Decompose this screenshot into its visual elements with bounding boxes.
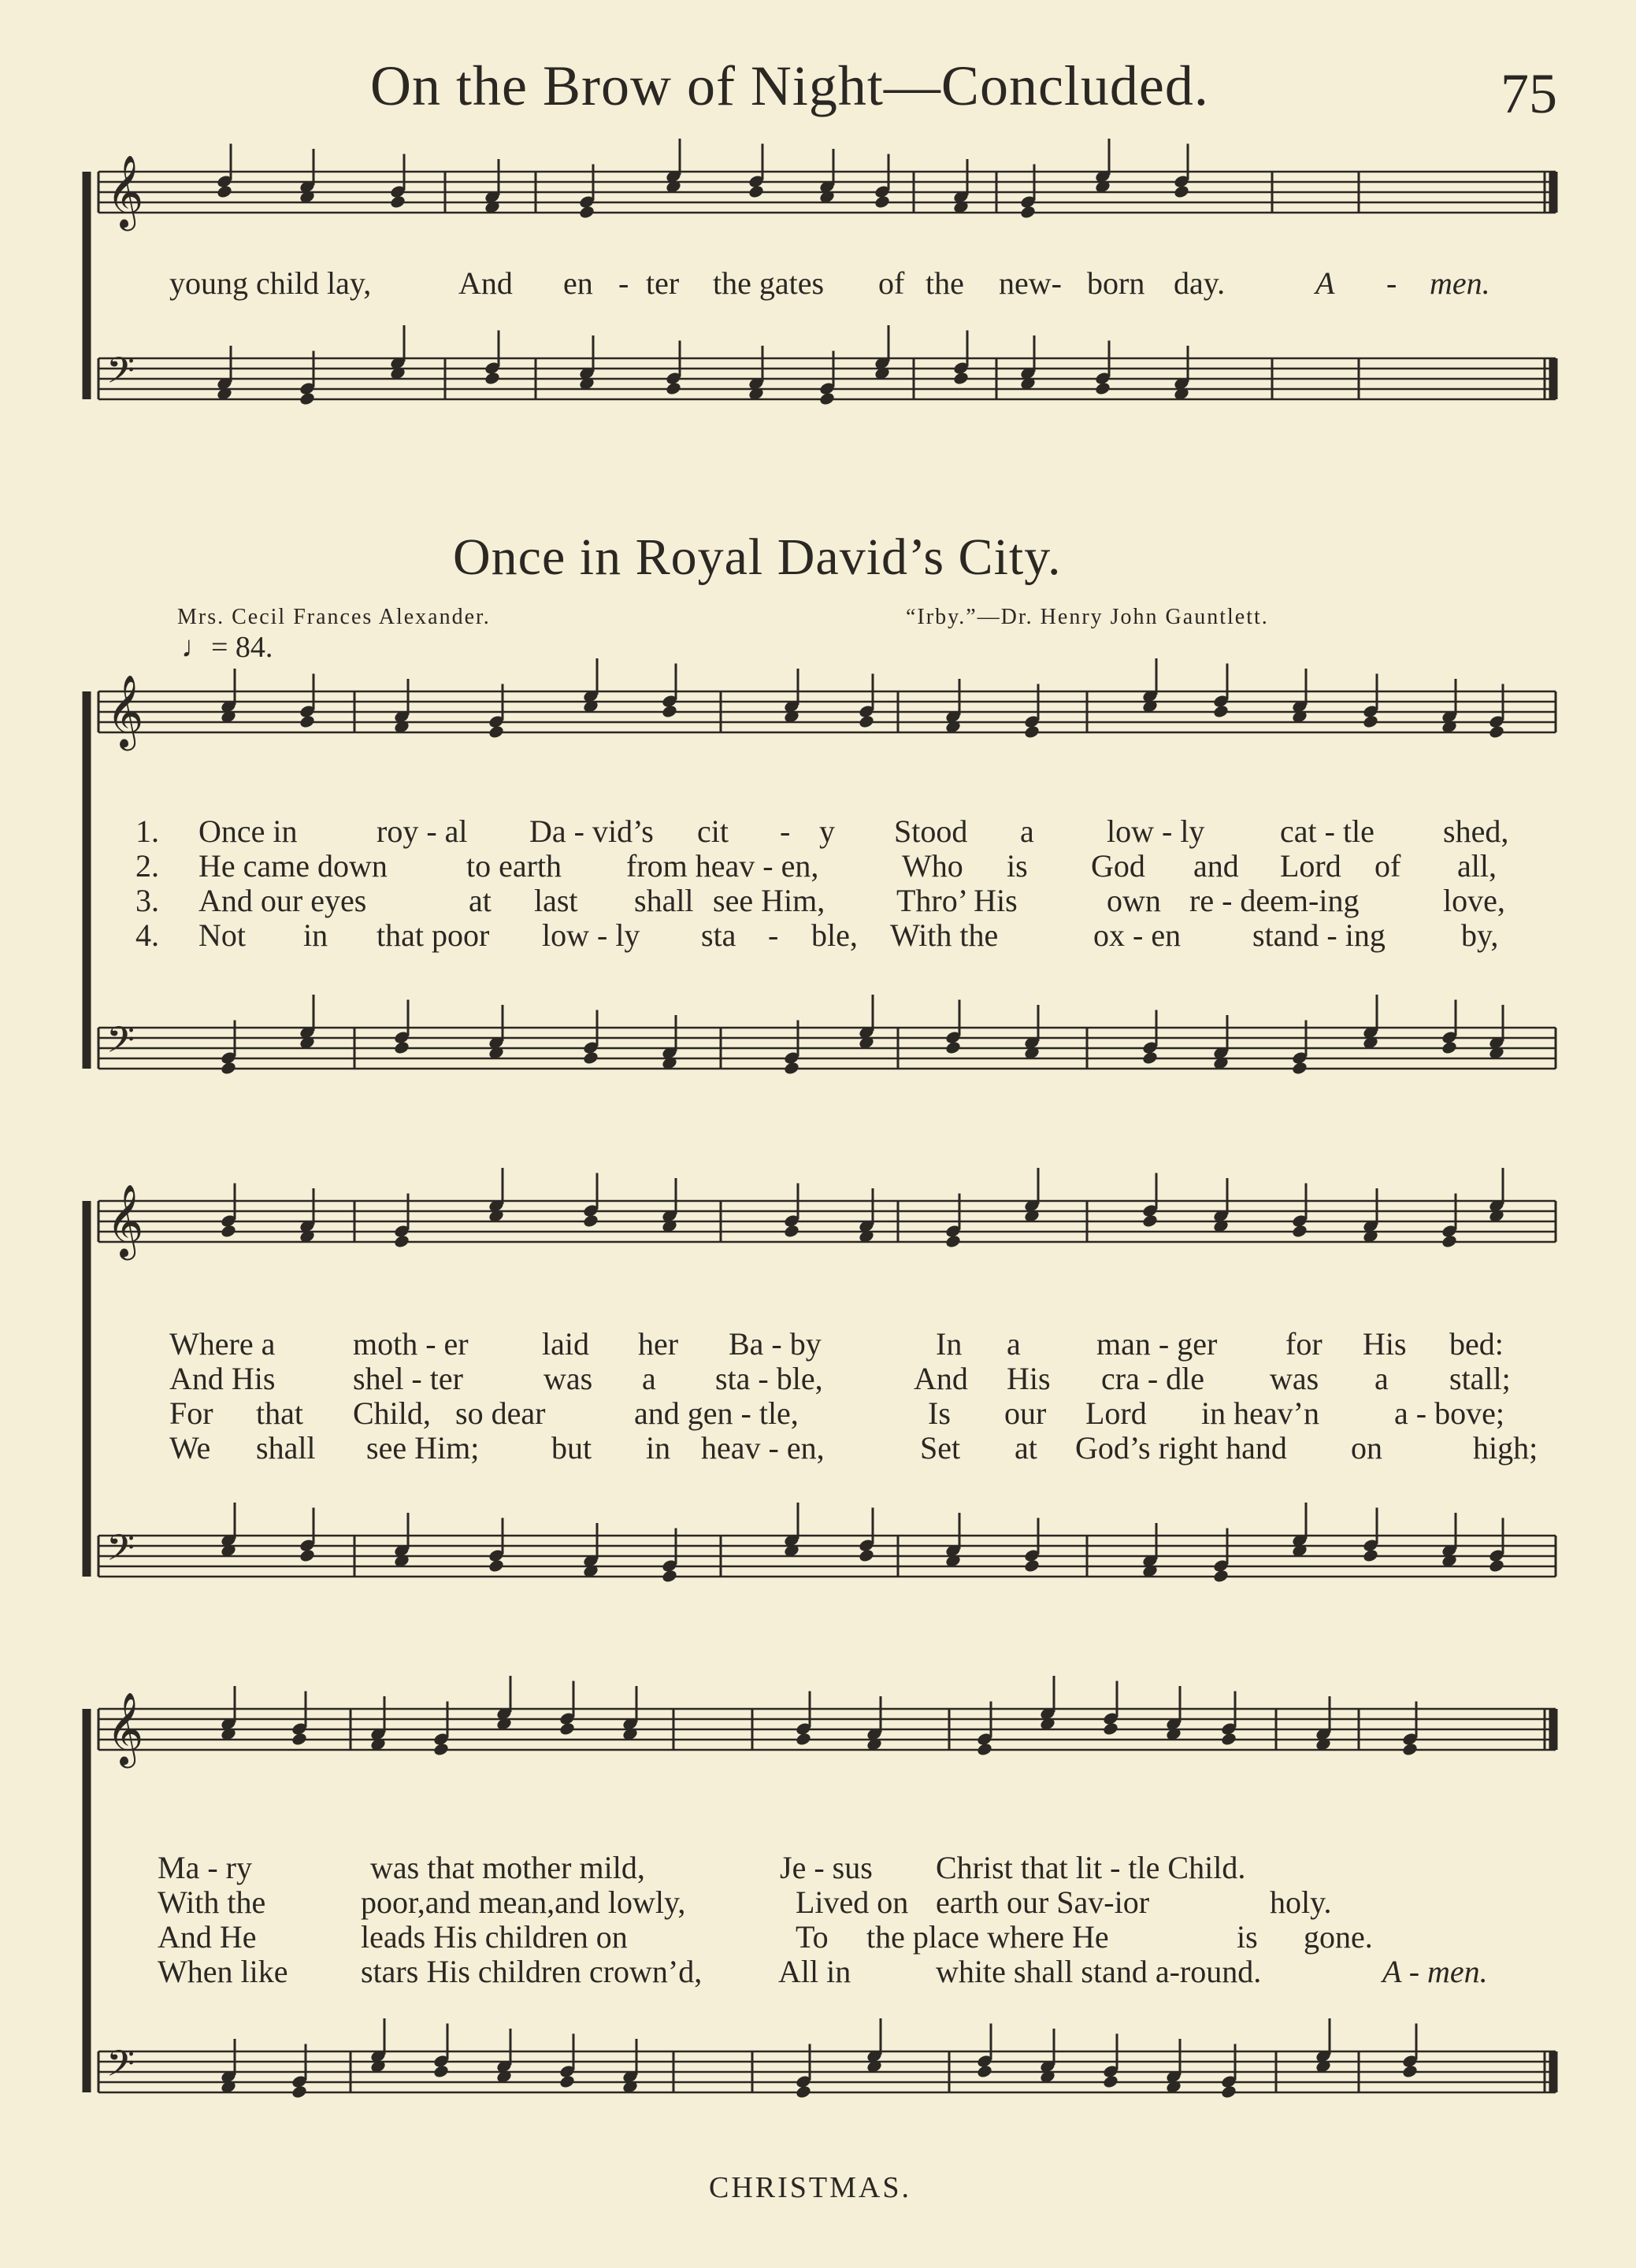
treble-clef-icon: 𝄞 bbox=[106, 1184, 144, 1257]
verse-line: And His shel - ter was a sta - ble, And His cra - dle was a stall; bbox=[169, 1361, 1511, 1396]
note-head bbox=[389, 195, 406, 209]
note-head bbox=[976, 2064, 993, 2079]
note-head bbox=[484, 371, 501, 386]
note-head bbox=[1023, 1558, 1041, 1573]
note-head bbox=[299, 391, 316, 406]
note-head bbox=[1019, 205, 1037, 220]
note-head bbox=[1401, 2064, 1419, 2079]
note-head bbox=[665, 381, 682, 396]
note-head bbox=[291, 2085, 308, 2099]
note-head bbox=[874, 195, 891, 209]
note-head bbox=[582, 1214, 599, 1228]
note-head bbox=[1401, 1742, 1419, 1757]
lyric: men. bbox=[1430, 265, 1490, 301]
verse-line: Where a moth - er laid her Ba - by In a man - ger for His bed: bbox=[169, 1326, 1504, 1362]
note-head bbox=[1212, 1569, 1230, 1584]
note-head bbox=[858, 1548, 875, 1563]
lyric: young child lay, bbox=[169, 265, 372, 301]
treble-clef-icon: 𝄞 bbox=[106, 154, 144, 228]
lyric: - bbox=[1386, 265, 1397, 301]
continued-hymn-title: On the Brow of Night—Concluded. bbox=[370, 54, 1209, 117]
author-credit: Mrs. Cecil Frances Alexander. bbox=[177, 605, 491, 629]
note-head bbox=[1488, 1558, 1505, 1573]
note-head bbox=[1362, 714, 1379, 729]
lyric: new- bbox=[999, 265, 1062, 301]
note-head bbox=[393, 1234, 410, 1249]
lyric: A bbox=[1315, 265, 1335, 301]
lyric: of bbox=[878, 265, 905, 301]
note-head bbox=[558, 1721, 576, 1736]
note-head bbox=[1362, 1548, 1379, 1563]
verse-line: 1. Once in roy - al Da - vid’s cit - y Stood a low - ly cat - tle shed, bbox=[135, 813, 1509, 849]
verse-line: We shall see Him; but in heav - en, Set at God’s right hand on high; bbox=[169, 1430, 1538, 1466]
note-head bbox=[582, 1051, 599, 1065]
lyric: the bbox=[926, 265, 964, 301]
section-footer: CHRISTMAS. bbox=[709, 2171, 911, 2204]
note-head bbox=[976, 1742, 993, 1757]
bass-clef-icon: 𝄢 bbox=[106, 2043, 135, 2094]
note-head bbox=[1488, 724, 1505, 739]
note-head bbox=[216, 184, 233, 199]
note-head bbox=[795, 1732, 812, 1747]
note-head bbox=[748, 184, 765, 199]
lyric: - bbox=[618, 265, 629, 301]
verse-line: And He leads His children on To the place where He is gone. bbox=[158, 1919, 1373, 1955]
note-head bbox=[558, 2074, 576, 2089]
note-head bbox=[1220, 2085, 1237, 2099]
note-head bbox=[1141, 1051, 1159, 1065]
note-head bbox=[795, 2085, 812, 2099]
note-head bbox=[944, 1234, 962, 1249]
treble-clef-icon: 𝄞 bbox=[106, 674, 144, 747]
note-head bbox=[1102, 1721, 1119, 1736]
note-head bbox=[783, 1224, 800, 1239]
note-head bbox=[432, 1742, 450, 1757]
note-head bbox=[661, 704, 678, 719]
note-head bbox=[1094, 381, 1111, 396]
verse-line: With the poor,and mean,and lowly, Lived on earth our Sav-ior holy. bbox=[158, 1884, 1332, 1920]
note-head bbox=[299, 714, 316, 729]
tempo-marking: ♩= 84. bbox=[181, 631, 273, 664]
treble-clef-icon: 𝄞 bbox=[106, 1692, 144, 1765]
lyric: And bbox=[458, 265, 513, 301]
lyric: born bbox=[1087, 265, 1145, 301]
note-head bbox=[1291, 1061, 1308, 1076]
note-head bbox=[1291, 1224, 1308, 1239]
note-head bbox=[393, 1040, 410, 1055]
page-number: 75 bbox=[1501, 62, 1557, 125]
bass-clef-icon: 𝄢 bbox=[106, 1527, 135, 1578]
tune-credit: “Irby.”—Dr. Henry John Gauntlett. bbox=[906, 605, 1269, 629]
note-head bbox=[432, 2064, 450, 2079]
hymn-title: Once in Royal David’s City. bbox=[453, 528, 1062, 586]
bass-clef-icon: 𝄢 bbox=[106, 350, 135, 401]
note-head bbox=[818, 391, 836, 406]
note-head bbox=[488, 1558, 505, 1573]
half-note-icon: ♩ bbox=[181, 631, 211, 664]
note-head bbox=[1102, 2074, 1119, 2089]
lyric: ter bbox=[646, 265, 680, 301]
verse-line: 3. And our eyes at last shall see Him, Thro’ His own re - deem-ing love, bbox=[135, 883, 1505, 918]
verse-line: Ma - ry was that mother mild, Je - sus Christ that lit - tle Child. bbox=[158, 1850, 1246, 1885]
note-head bbox=[1441, 1234, 1458, 1249]
note-head bbox=[578, 205, 595, 220]
note-head bbox=[1441, 1040, 1458, 1055]
lyric: en bbox=[563, 265, 593, 301]
note-head bbox=[299, 1548, 316, 1563]
note-head bbox=[858, 714, 875, 729]
lyric: day. bbox=[1174, 265, 1226, 301]
note-head bbox=[291, 1732, 308, 1747]
note-head bbox=[488, 724, 505, 739]
note-head bbox=[1220, 1732, 1237, 1747]
note-head bbox=[952, 371, 970, 386]
note-head bbox=[1212, 704, 1230, 719]
verse-line: For that Child, so dear and gen - tle, Is our Lord in heav’n a - bove; bbox=[169, 1395, 1504, 1431]
lyric: the gates bbox=[713, 265, 825, 301]
note-head bbox=[220, 1224, 237, 1239]
verse-line: When like stars His children crown’d, All in white shall stand a-round. A - men. bbox=[158, 1954, 1488, 1989]
note-head bbox=[661, 1569, 678, 1584]
note-head bbox=[783, 1061, 800, 1076]
note-head bbox=[1023, 724, 1041, 739]
verse-line: 4. Not in that poor low - ly sta - ble, With the ox - en stand - ing by, bbox=[135, 917, 1499, 953]
note-head bbox=[1141, 1214, 1159, 1228]
note-head bbox=[220, 1061, 237, 1076]
bass-clef-icon: 𝄢 bbox=[106, 1019, 135, 1070]
note-head bbox=[944, 1040, 962, 1055]
note-head bbox=[1173, 184, 1190, 199]
verse-line: 2. He came down to earth from heav - en, Who is God and Lord of all, bbox=[135, 848, 1497, 884]
